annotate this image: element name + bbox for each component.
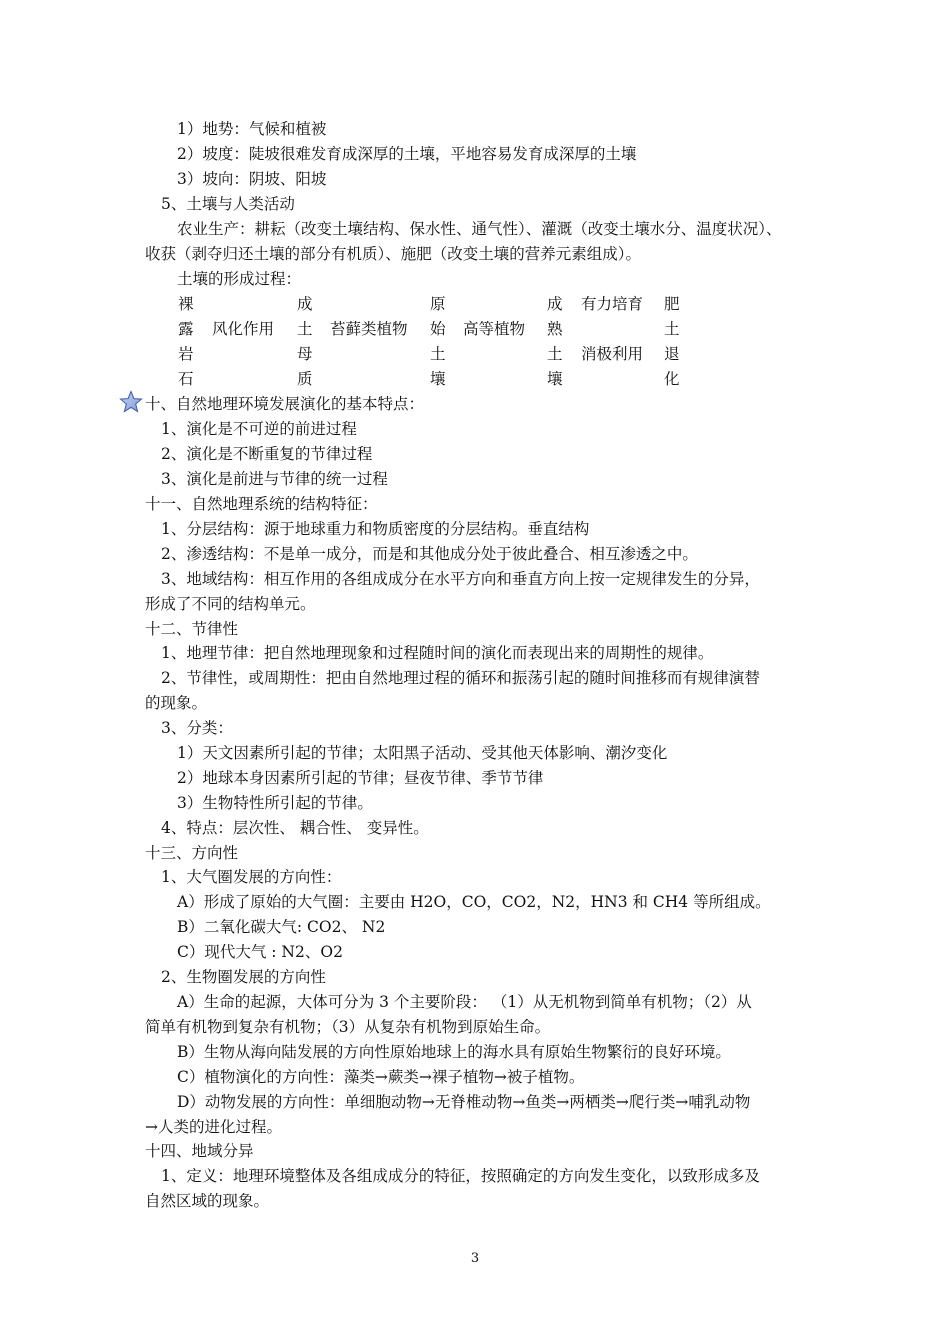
stage-char: 质 (297, 370, 313, 388)
stage-char: 岩 (178, 345, 194, 363)
text-line: A）形成了原始的大气圈：主要由 H2O，CO，CO2，N2，HN3 和 CH4 等所组成。 (177, 893, 771, 911)
text-line: 1、分层结构：源于地球重力和物质密度的分层结构。垂直结构 (161, 520, 590, 538)
section-heading: 十四、地域分异 (145, 1142, 254, 1160)
text-line: 1、定义：地理环境整体及各组成成分的特征，按照确定的方向发生变化，以致形成多及 (161, 1167, 760, 1185)
text-line: 1、地理节律：把自然地理现象和过程随时间的演化而表现出来的周期性的规律。 (161, 644, 714, 662)
text-line: 的现象。 (145, 694, 208, 712)
section-heading: 十三、方向性 (145, 844, 239, 862)
stage-char: 肥 (664, 295, 680, 313)
text-line: 1）地势：气候和植被 (177, 120, 327, 138)
stage-char: 壤 (430, 370, 446, 388)
star-icon (119, 390, 143, 414)
process-label: 高等植物 (463, 320, 526, 338)
text-line: 3、分类： (161, 719, 233, 737)
stage-char: 退 (664, 345, 680, 363)
process-label: 苔藓类植物 (330, 320, 408, 338)
text-line: 自然区域的现象。 (145, 1192, 270, 1210)
stage-char: 成 (547, 295, 563, 313)
stage-char: 母 (297, 345, 313, 363)
process-label: 有力培育 (581, 295, 644, 313)
text-line: →人类的进化过程。 (145, 1118, 282, 1136)
text-line: 2）坡度：陡坡很难发育成深厚的土壤，平地容易发育成深厚的土壤 (177, 145, 637, 163)
text-line: 土壤的形成过程： (177, 270, 302, 288)
text-line: D）动物发展的方向性：单细胞动物→无脊椎动物→鱼类→两栖类→爬行类→哺乳动物 (177, 1093, 751, 1111)
text-line: 2、节律性，或周期性：把由自然地理过程的循环和振荡引起的随时间推移而有规律演替 (161, 669, 760, 687)
stage-char: 熟 (547, 320, 563, 338)
section-heading: 十、自然地理环境发展演化的基本特点： (145, 395, 425, 413)
text-line: C）植物演化的方向性：藻类→蕨类→裸子植物→被子植物。 (177, 1068, 585, 1086)
text-line: 5、土壤与人类活动 (161, 195, 295, 213)
page-number: 3 (470, 1251, 480, 1266)
stage-char: 裸 (178, 295, 194, 313)
text-line: C）现代大气 : N2、O2 (177, 943, 343, 961)
text-line: 农业生产：耕耘（改变土壤结构、保水性、通气性）、灌溉（改变土壤水分、温度状况）、 (177, 220, 782, 238)
text-line: 1）天文因素所引起的节律；太阳黑子活动、受其他天体影响、潮汐变化 (177, 744, 668, 762)
stage-char: 土 (430, 345, 446, 363)
text-line: 1、演化是不可逆的前进过程 (161, 420, 357, 438)
text-line: 收获（剥夺归还土壤的部分有机质）、施肥（改变土壤的营养元素组成）。 (145, 245, 642, 263)
process-label: 风化作用 (212, 320, 275, 338)
text-line: 2）地球本身因素所引起的节律；昼夜节律、季节节律 (177, 769, 544, 787)
stage-char: 露 (178, 320, 194, 338)
stage-char: 土 (664, 320, 680, 338)
text-line: 3）生物特性所引起的节律。 (177, 794, 373, 812)
text-line: 形成了不同的结构单元。 (145, 595, 316, 613)
text-line: 3、演化是前进与节律的统一过程 (161, 470, 388, 488)
text-line: B）生物从海向陆发展的方向性原始地球上的海水具有原始生物繁衍的良好环境。 (177, 1043, 731, 1061)
stage-char: 土 (547, 345, 563, 363)
text-line: 3、地域结构：相互作用的各组成成分在水平方向和垂直方向上按一定规律发生的分异， (161, 570, 760, 588)
stage-char: 壤 (547, 370, 563, 388)
text-line: 2、演化是不断重复的节律过程 (161, 445, 373, 463)
stage-char: 化 (664, 370, 680, 388)
text-line: 1、大气圈发展的方向性： (161, 868, 342, 886)
section-heading: 十二、节律性 (145, 620, 239, 638)
text-line: A）生命的起源，大体可分为 3 个主要阶段： （1）从无机物到简单有机物；（2）从 (177, 993, 752, 1011)
section-heading: 十一、自然地理系统的结构特征： (145, 495, 378, 513)
text-line: 2、渗透结构：不是单一成分，而是和其他成分处于彼此叠合、相互渗透之中。 (161, 545, 698, 563)
stage-char: 原 (430, 295, 446, 313)
stage-char: 始 (430, 320, 446, 338)
text-line: B）二氧化碳大气: CO2、 N2 (177, 918, 386, 936)
process-label: 消极利用 (581, 345, 644, 363)
stage-char: 石 (178, 370, 194, 388)
text-line: 简单有机物到复杂有机物；（3）从复杂有机物到原始生命。 (145, 1018, 551, 1036)
stage-char: 土 (297, 320, 313, 338)
stage-char: 成 (297, 295, 313, 313)
text-line: 2、生物圈发展的方向性 (161, 968, 326, 986)
text-line: 4、特点：层次性、 耦合性、 变异性。 (161, 819, 429, 837)
text-line: 3）坡向：阴坡、阳坡 (177, 170, 327, 188)
